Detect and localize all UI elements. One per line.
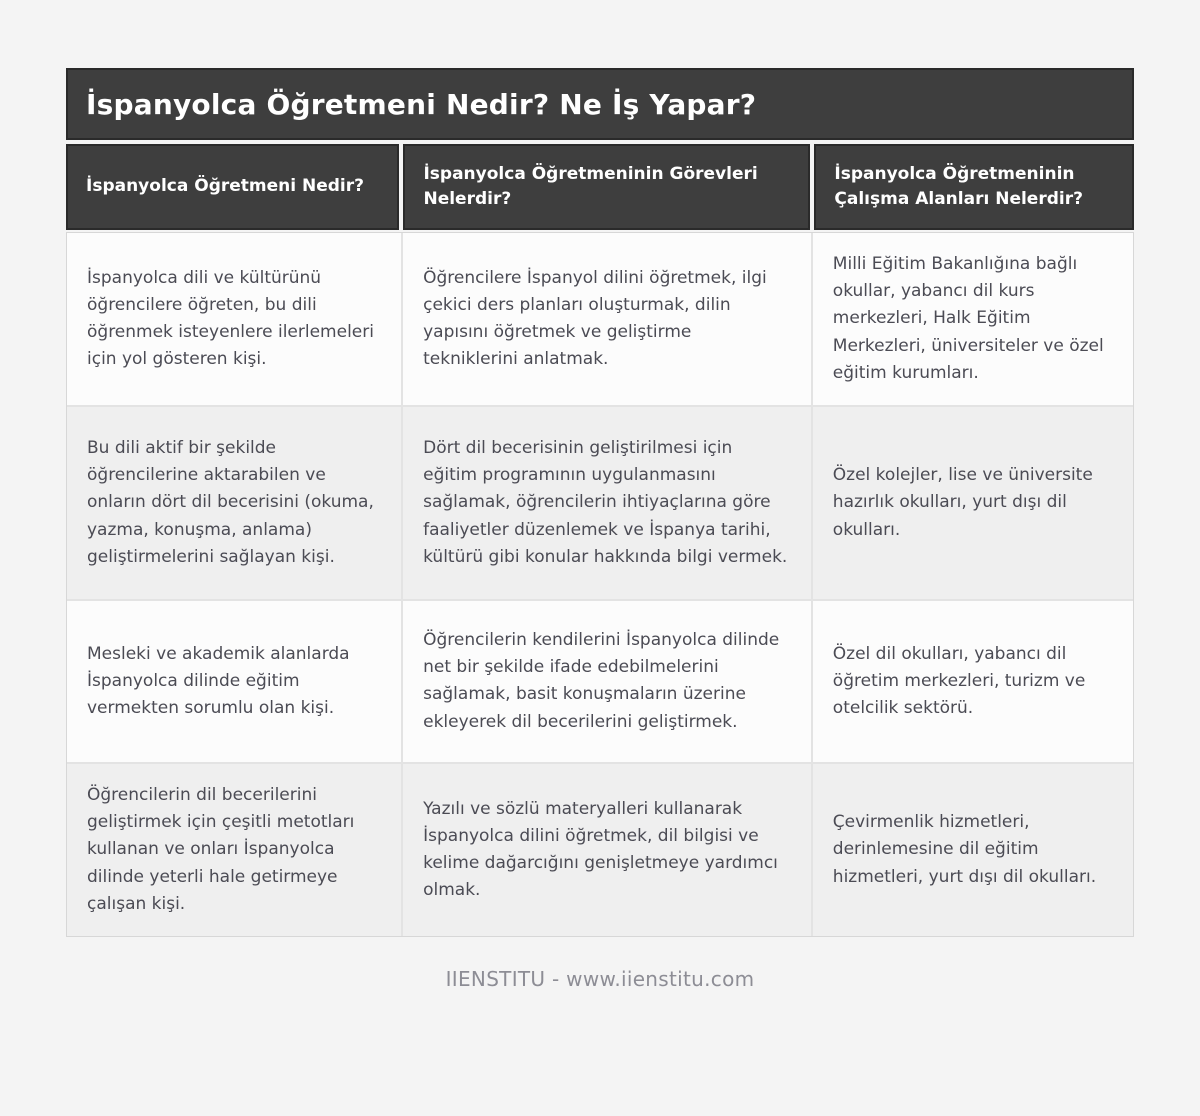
table-cell: Öğrencilerin kendilerini İspanyolca dilinde net bir şekilde ifade edebilmelerini sağlamak, basit konuşmaların üzerine ekleyerek dil becerilerini geliştirmek.	[403, 601, 811, 762]
column-header-gorevleri: İspanyolca Öğretmeninin Görevleri Nelerdir?	[403, 144, 810, 230]
table-row	[67, 764, 1133, 936]
table-cell: Dört dil becerisinin geliştirilmesi için eğitim programının uygulanmasını sağlamak, öğrencilerin ihtiyaçlarına göre faaliyetler düzenlemek ve İspanya tarihi, kültürü gibi konular hakkında bilgi vermek.	[403, 407, 811, 599]
column-header-calisma-alanlari: İspanyolca Öğretmeninin Çalışma Alanları Nelerdir?	[814, 144, 1134, 230]
table-cell: Öğrencilerin dil becerilerini geliştirmek için çeşitli metotları kullanan ve onları İspanyolca dilinde yeterli hale getirmeye çalışan kişi.	[67, 764, 401, 936]
table-cell: Özel dil okulları, yabancı dil öğretim merkezleri, turizm ve otelcilik sektörü.	[813, 601, 1133, 762]
footer-credit: IIENSTITU - www.iienstitu.com	[445, 966, 755, 991]
page-title: İspanyolca Öğretmeni Nedir? Ne İş Yapar?	[86, 87, 757, 121]
table-cell: Öğrencilere İspanyol dilini öğretmek, ilgi çekici ders planları oluşturmak, dilin yapısını öğretmek ve geliştirme tekniklerini anlatmak.	[403, 233, 811, 405]
table-cell: İspanyolca dili ve kültürünü öğrencilere öğreten, bu dili öğrenmek isteyenlere ilerlemeleri için yol gösteren kişi.	[67, 233, 401, 405]
column-header-nedir: İspanyolca Öğretmeni Nedir?	[66, 144, 399, 230]
table-cell: Mesleki ve akademik alanlarda İspanyolca dilinde eğitim vermekten sorumlu olan kişi.	[67, 601, 401, 762]
table-cell: Çevirmenlik hizmetleri, derinlemesine dil eğitim hizmetleri, yurt dışı dil okulları.	[813, 764, 1133, 936]
title-bar	[66, 68, 1134, 140]
table-row	[67, 407, 1133, 599]
table-cell: Milli Eğitim Bakanlığına bağlı okullar, yabancı dil kurs merkezleri, Halk Eğitim Merkezleri, üniversiteler ve özel eğitim kurumları.	[813, 233, 1133, 405]
table-cell: Özel kolejler, lise ve üniversite hazırlık okulları, yurt dışı dil okulları.	[813, 407, 1133, 599]
table-cell: Yazılı ve sözlü materyalleri kullanarak İspanyolca dilini öğretmek, dil bilgisi ve kelime dağarcığını genişletmeye yardımcı olmak.	[403, 764, 811, 936]
info-table-card	[66, 68, 1134, 937]
table-row	[67, 233, 1133, 405]
table-body	[66, 232, 1134, 937]
table-row	[67, 601, 1133, 762]
table-cell: Bu dili aktif bir şekilde öğrencilerine aktarabilen ve onların dört dil becerisini (okuma, yazma, konuşma, anlama) geliştirmelerini sağlayan kişi.	[67, 407, 401, 599]
table-header-row	[66, 144, 1134, 230]
